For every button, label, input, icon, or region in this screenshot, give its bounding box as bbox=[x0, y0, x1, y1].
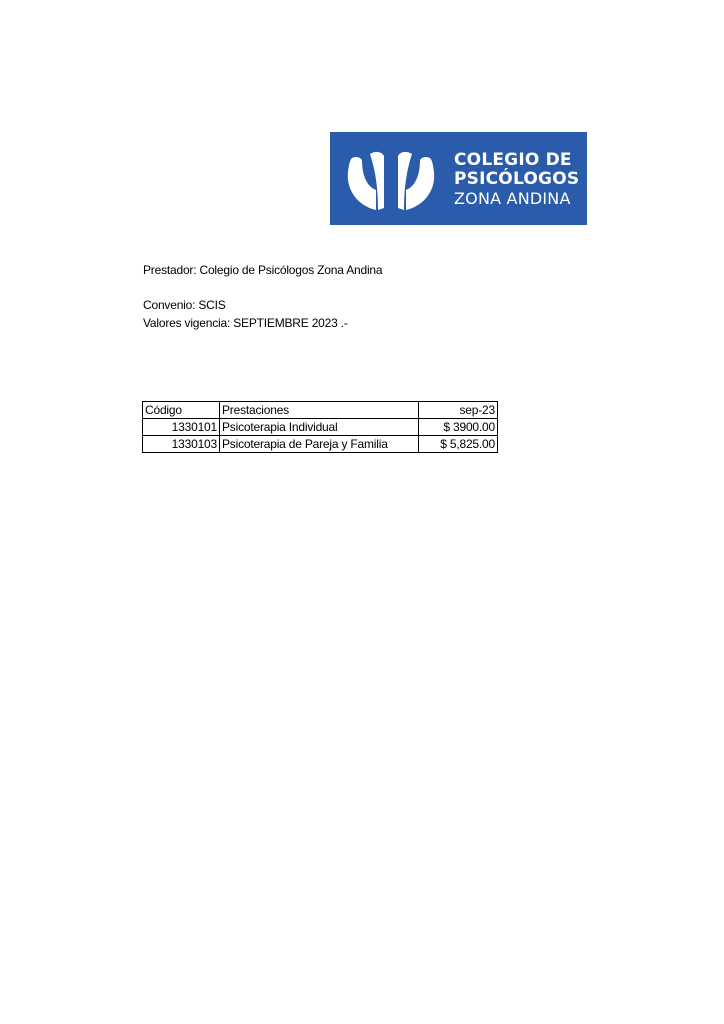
header-prestaciones: Prestaciones bbox=[220, 402, 419, 419]
row-code: 1330103 bbox=[143, 436, 220, 453]
logo-line-2: PSICÓLOGOS bbox=[454, 169, 580, 189]
prestador-text: Prestador: Colegio de Psicólogos Zona Andina bbox=[143, 263, 383, 277]
convenio-text: Convenio: SCIS bbox=[143, 298, 226, 312]
header-codigo: Código bbox=[143, 402, 220, 419]
psi-logo-icon bbox=[342, 150, 440, 212]
logo-line-3: ZONA ANDINA bbox=[454, 189, 571, 208]
table-row bbox=[143, 436, 498, 453]
row-prestacion: Psicoterapia Individual bbox=[220, 419, 419, 436]
row-value: $ 3900.00 bbox=[419, 419, 498, 436]
row-prestacion: Psicoterapia de Pareja y Familia bbox=[220, 436, 419, 453]
colegio-logo bbox=[330, 132, 587, 225]
vigencia-text: Valores vigencia: SEPTIEMBRE 2023 .- bbox=[143, 316, 348, 330]
header-period: sep-23 bbox=[419, 402, 498, 419]
prestaciones-table bbox=[142, 401, 498, 453]
row-value: $ 5,825.00 bbox=[419, 436, 498, 453]
table-row bbox=[143, 419, 498, 436]
logo-line-1: COLEGIO DE bbox=[454, 150, 572, 170]
row-code: 1330101 bbox=[143, 419, 220, 436]
table-header-row bbox=[143, 402, 498, 419]
